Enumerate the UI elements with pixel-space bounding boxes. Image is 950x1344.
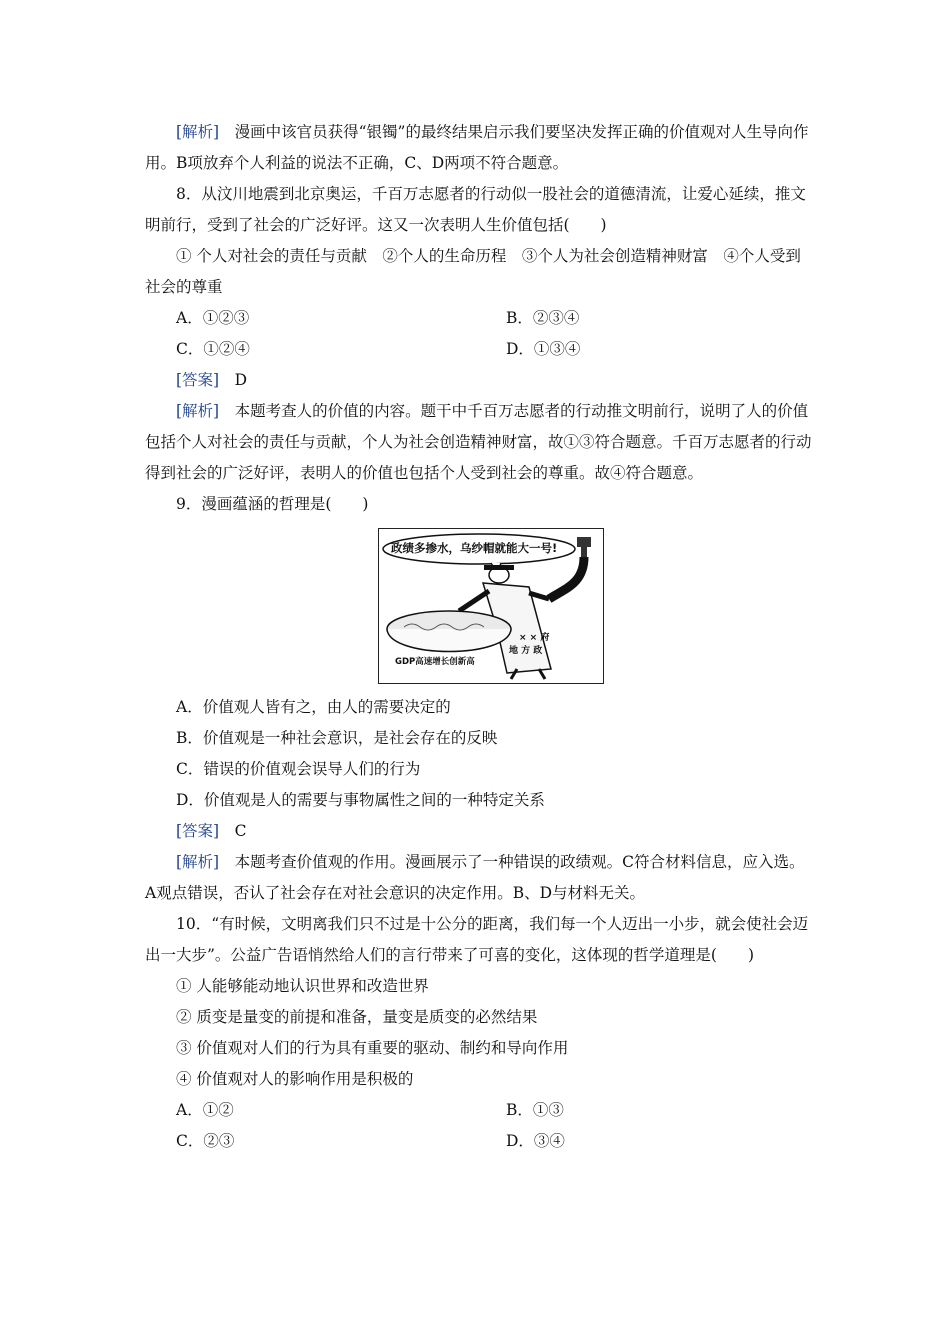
official-arm (459, 591, 489, 611)
answer-value: D (234, 371, 248, 389)
document-page (145, 117, 813, 1157)
q8-answer (145, 365, 813, 396)
cartoon-gov-label-bottom: 地 方 政 (509, 646, 543, 656)
q9-option-c: C．错误的价值观会误导人们的行为 (176, 760, 421, 778)
q10-options-row-1 (145, 1095, 813, 1126)
q10-option-a: A．①② (176, 1101, 234, 1119)
q8-stem: 8．从汶川地震到北京奥运，千百万志愿者的行动似一股社会的道德清流，让爱心延续，推文明前行，受到了社会的广泛好评。这又一次表明人生价值包括( ) (145, 185, 806, 234)
q8-options-row-2 (145, 334, 813, 365)
q8-option-b: B．②③④ (506, 309, 580, 327)
q9-option-d: D．价值观是人的需要与事物属性之间的一种特定关系 (176, 791, 545, 809)
q9-stem: 9．漫画蕴涵的哲理是( ) (176, 495, 369, 513)
analysis-text: 本题考查人的价值的内容。题干中千百万志愿者的行动推文明前行，说明了人的价值包括个人对社会的责任与贡献，个人为社会创造精神财富，故①③符合题意。千百万志愿者的行动得到社会的广泛好评，表明人的价值也包括个人受到社会的尊重。故④符合题意。 (145, 402, 812, 482)
q10-statement-1: ① 人能够能动地认识世界和改造世界 (176, 977, 429, 995)
q8-options-row-1 (145, 303, 813, 334)
q10-option-b: B．①③ (506, 1101, 564, 1119)
analysis-tag: [解析] (176, 123, 220, 141)
cartoon-bubble-text: 政绩多掺水，乌纱帽就能大一号! (391, 541, 558, 555)
q10-statement-4: ④ 价值观对人的影响作用是积极的 (176, 1070, 414, 1088)
basin-body (387, 629, 511, 652)
q10-statement-3: ③ 价值观对人们的行为具有重要的驱动、制约和导向作用 (176, 1039, 569, 1057)
q9-answer (145, 816, 813, 847)
q8-option-a: A．①②③ (176, 309, 250, 327)
water-pipe-icon (549, 557, 584, 599)
q10-option-d: D．③④ (506, 1132, 565, 1150)
q9-analysis (145, 847, 813, 909)
q8-analysis (145, 396, 813, 489)
answer-tag: [答案] (176, 371, 220, 389)
cartoon-gov-label-top: × × 府 (519, 633, 550, 643)
analysis-tag: [解析] (176, 853, 220, 871)
q10-statement-2: ② 质变是量变的前提和准备，量变是质变的必然结果 (176, 1008, 538, 1026)
q9-cartoon (378, 528, 604, 684)
q8-option-d: D．①③④ (506, 340, 581, 358)
q8-option-c: C．①②④ (176, 340, 250, 358)
answer-tag: [答案] (176, 822, 220, 840)
official-hat-icon (484, 565, 514, 570)
q9-option-a: A．价值观人皆有之，由人的需要决定的 (176, 698, 451, 716)
analysis-text: 本题考查价值观的作用。漫画展示了一种错误的政绩观。C符合材料信息，应入选。A观点错误，否认了社会存在对社会意识的决定作用。B、D与材料无关。 (145, 853, 805, 902)
q7-analysis (145, 117, 813, 179)
q8-statements: ① 个人对社会的责任与贡献 ②个人的生命历程 ③个人为社会创造精神财富 ④个人受到社会的尊重 (145, 247, 801, 296)
q10-option-c: C．②③ (176, 1132, 235, 1150)
analysis-tag: [解析] (176, 402, 220, 420)
q10-stem: 10．“有时候，文明离我们只不过是十公分的距离，我们每一个人迈出一小步，就会使社会迈出一大步”。公益广告语悄然给人们的言行带来了可喜的变化，这体现的哲学道理是( ) (145, 915, 809, 964)
q10-options-row-2 (145, 1126, 813, 1157)
tap-icon (577, 537, 591, 547)
answer-value: C (234, 822, 247, 840)
tap-spout (581, 547, 587, 557)
cartoon-basin-label: GDP高速增长创新高 (395, 657, 475, 667)
q9-option-b: B．价值观是一种社会意识，是社会存在的反映 (176, 729, 498, 747)
analysis-text: 漫画中该官员获得“银镯”的最终结果启示我们要坚决发挥正确的价值观对人生导向作用。B项放弃个人利益的说法不正确，C、D两项不符合题意。 (145, 123, 809, 172)
